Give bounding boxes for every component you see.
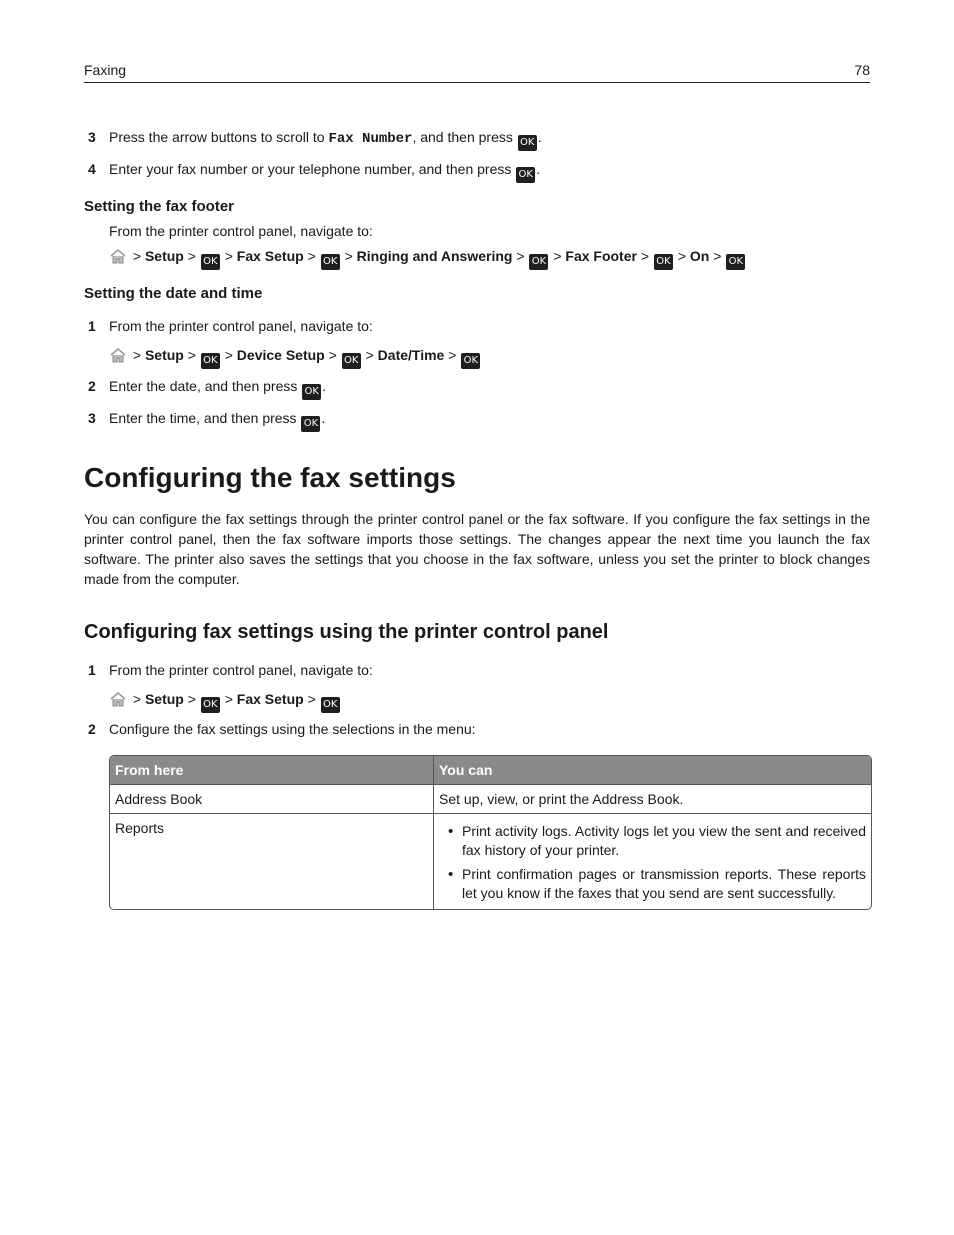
step-number: 1 (88, 662, 96, 678)
fax-footer-intro: From the printer control panel, navigate to: (109, 223, 373, 239)
menu-ringing-answering: Ringing and Answering (356, 248, 513, 264)
ok-button-icon: OK (529, 254, 548, 270)
home-icon (109, 691, 127, 707)
ok-button-icon: OK (342, 353, 361, 369)
menu-fax-setup: Fax Setup (236, 691, 304, 707)
menu-setup: Setup (144, 347, 184, 363)
bullet-list (439, 822, 866, 903)
step-text: From the printer control panel, navigate to: (109, 318, 373, 334)
ok-button-icon: OK (518, 135, 537, 151)
ok-button-icon: OK (301, 416, 320, 432)
step-text: From the printer control panel, navigate to: (109, 662, 373, 678)
home-icon (109, 347, 127, 363)
ok-button-icon: OK (516, 167, 535, 183)
fax-settings-table (109, 755, 872, 910)
fax-footer-heading: Setting the fax footer (84, 198, 235, 215)
section-title: Configuring the fax settings (84, 462, 456, 493)
menu-on: On (689, 248, 710, 264)
menu-device-setup: Device Setup (236, 347, 325, 363)
page-header (84, 60, 870, 83)
ok-button-icon: OK (302, 384, 321, 400)
table-cell-from: Address Book (110, 785, 434, 813)
ok-button-icon: OK (654, 254, 673, 270)
date-time-heading: Setting the date and time (84, 285, 263, 302)
list-item: • Print activity logs. Activity logs let you view the sent and received fax history of your printer. (439, 822, 866, 860)
ok-button-icon: OK (321, 697, 340, 713)
table-header-row (110, 756, 871, 784)
ok-button-icon: OK (201, 697, 220, 713)
menu-setup: Setup (144, 248, 184, 264)
ok-button-icon: OK (201, 254, 220, 270)
section-paragraph: You can configure the fax settings through the printer control panel or the fax software. If you configure the fax settings in the printer control panel, then the fax software imports those settings. The changes appear the next time you launch the fax software. The printer also saves the settings that you choose in the fax software, unless you set the printer to block changes made from the computer. (84, 511, 870, 587)
step-number: 3 (88, 410, 96, 426)
step-number: 4 (88, 161, 96, 177)
table-header-you-can: You can (439, 762, 493, 778)
table-cell-can: Set up, view, or print the Address Book. (439, 791, 684, 807)
subsection-title: Configuring fax settings using the printer control panel (84, 621, 609, 643)
menu-setup: Setup (144, 691, 184, 707)
ok-button-icon: OK (461, 353, 480, 369)
step-text: Enter the date, and then press OK . (109, 376, 326, 400)
fax-number-code: Fax Number (328, 131, 413, 147)
menu-fax-footer: Fax Footer (565, 248, 637, 264)
date-time-nav-path: > Setup > OK > Device Setup > OK > Date/Time > OK (109, 345, 481, 369)
ok-button-icon: OK (201, 353, 220, 369)
menu-fax-setup: Fax Setup (236, 248, 304, 264)
step-text: Enter the time, and then press OK . (109, 408, 325, 432)
step-number: 2 (88, 378, 96, 394)
step-number: 2 (88, 721, 96, 737)
ok-button-icon: OK (321, 254, 340, 270)
table-row (110, 813, 871, 909)
step-number: 1 (88, 318, 96, 334)
fax-footer-nav-path: > Setup > OK > Fax Setup > OK > Ringing and Answering > OK > Fax Footer > OK > On > OK (109, 246, 746, 270)
home-icon (109, 248, 127, 264)
header-section-title: Faxing (84, 62, 127, 78)
menu-date-time: Date/Time (377, 347, 445, 363)
table-row (110, 784, 871, 813)
table-header-from-here: From here (110, 756, 434, 784)
step-text: Configure the fax settings using the selections in the menu: (109, 721, 476, 737)
table-cell-can (434, 814, 871, 909)
table-cell-from: Reports (110, 814, 434, 909)
page-number: 78 (854, 62, 870, 78)
fax-setup-nav-path: > Setup > OK > Fax Setup > OK (109, 689, 341, 713)
step-text: Press the arrow buttons to scroll to Fax Number, and then press OK . (109, 127, 542, 151)
step-number: 3 (88, 129, 96, 145)
ok-button-icon: OK (726, 254, 745, 270)
step-text: Enter your fax number or your telephone number, and then press OK . (109, 159, 540, 183)
list-item: • Print confirmation pages or transmission reports. These reports let you know if the faxes that you send are sent successfully. (439, 865, 866, 903)
